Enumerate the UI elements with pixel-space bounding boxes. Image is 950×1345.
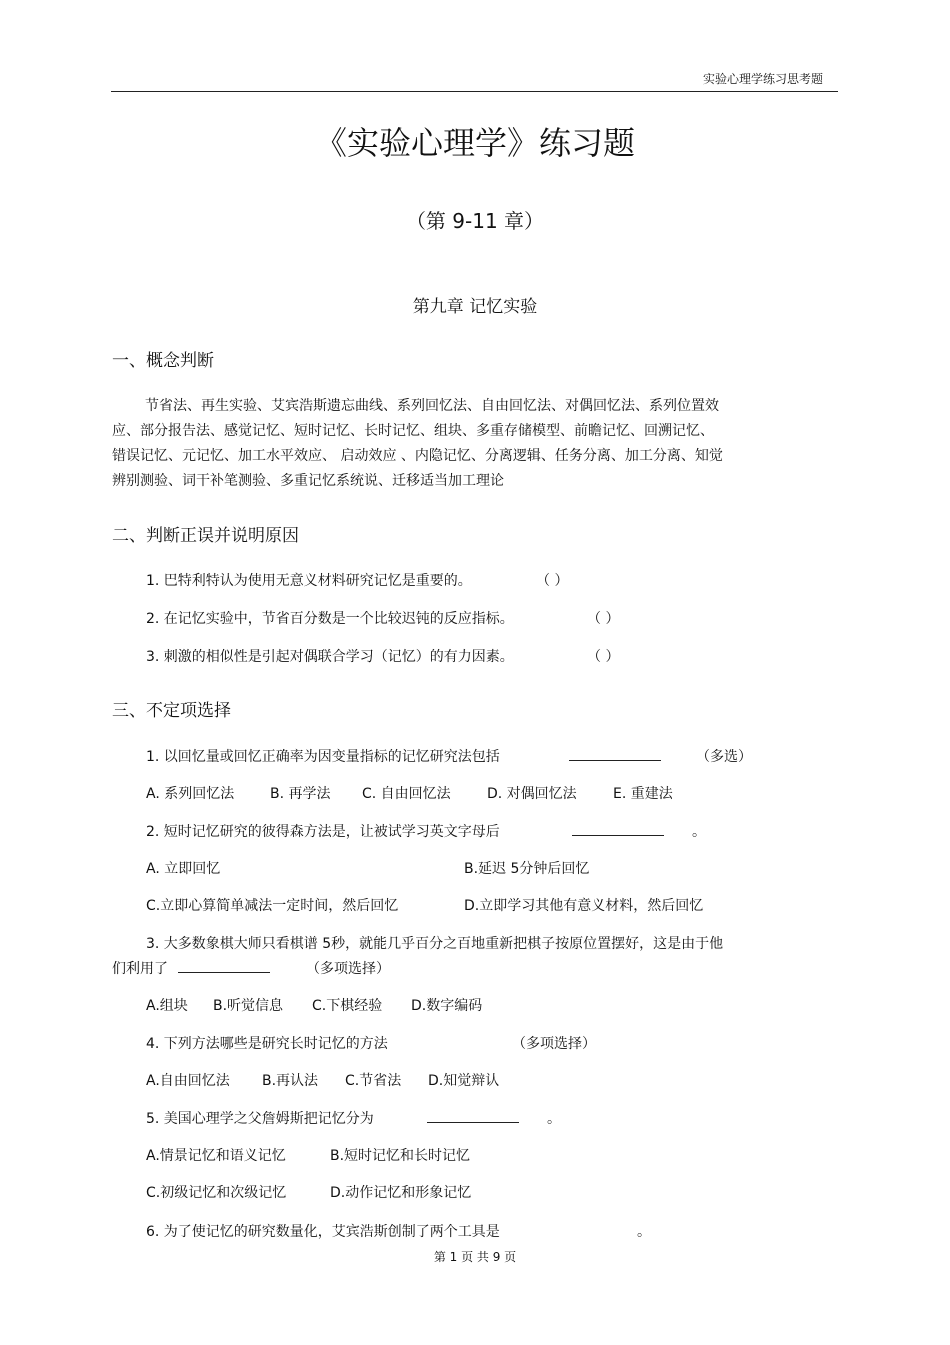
question-text: 3. 大多数象棋大师只看棋谱 5秒，就能几乎百分之百地重新把棋子按原位置摆好，这是由于他 bbox=[146, 936, 724, 952]
question-text: 5. 美国心理学之父詹姆斯把记忆分为 bbox=[146, 1111, 374, 1127]
question-text: 1. 以回忆量或回忆正确率为因变量指标的记忆研究法包括 bbox=[146, 749, 500, 765]
answer-blank bbox=[178, 958, 270, 977]
option: A. 系列回忆法 bbox=[146, 786, 235, 802]
option: A.自由回忆法 bbox=[146, 1073, 230, 1089]
option: D.数字编码 bbox=[411, 998, 483, 1014]
concepts-line: 辨别测验、词干补笔测验、多重记忆系统说、迁移适当加工理论 bbox=[112, 473, 504, 489]
question-note: （多选） bbox=[696, 749, 752, 765]
question-text: 2. 短时记忆研究的彼得森方法是，让被试学习英文字母后 bbox=[146, 824, 500, 840]
section-heading-true-false: 二、判断正误并说明原因 bbox=[112, 526, 299, 546]
option: E. 重建法 bbox=[613, 786, 673, 802]
option: B.延迟 5分钟后回忆 bbox=[464, 861, 590, 877]
option: C.节省法 bbox=[345, 1073, 402, 1089]
tf-item: 3. 刺激的相似性是引起对偶联合学习（记忆）的有力因素。 bbox=[146, 649, 514, 665]
question-tail: 。 bbox=[637, 1224, 651, 1240]
option: D.动作记忆和形象记忆 bbox=[330, 1185, 472, 1201]
header-rule bbox=[111, 91, 838, 92]
answer-blank bbox=[569, 746, 661, 765]
concepts-line: 应、部分报告法、感觉记忆、短时记忆、长时记忆、组块、多重存储模型、前瞻记忆、回溯记忆、 bbox=[112, 423, 714, 439]
option: D.知觉辩认 bbox=[428, 1073, 500, 1089]
tf-paren: （ ） bbox=[587, 649, 620, 665]
tf-item: 2. 在记忆实验中，节省百分数是一个比较迟钝的反应指标。 bbox=[146, 611, 514, 627]
option: C.初级记忆和次级记忆 bbox=[146, 1185, 287, 1201]
question-text: 6. 为了使记忆的研究数量化，艾宾浩斯创制了两个工具是 bbox=[146, 1224, 500, 1240]
tf-item: 1. 巴特利特认为使用无意义材料研究记忆是重要的。 bbox=[146, 573, 472, 589]
question-text: 们利用了 bbox=[112, 961, 168, 977]
running-header: 实验心理学练习思考题 bbox=[702, 72, 823, 86]
tf-paren: （ ） bbox=[536, 573, 569, 589]
option: D.立即学习其他有意义材料，然后回忆 bbox=[464, 898, 704, 914]
page-title: 《实验心理学》练习题 bbox=[314, 124, 635, 162]
page-footer: 第 1 页 共 9 页 bbox=[433, 1250, 517, 1264]
question-note: （多项选择） bbox=[306, 961, 390, 977]
option: B.再认法 bbox=[262, 1073, 319, 1089]
question-tail: 。 bbox=[547, 1111, 561, 1127]
concepts-line: 错误记忆、元记忆、加工水平效应、 启动效应 、内隐记忆、分离逻辑、任务分离、加工分离、知觉 bbox=[112, 448, 723, 464]
option: D. 对偶回忆法 bbox=[487, 786, 577, 802]
option: C.下棋经验 bbox=[312, 998, 383, 1014]
option: A.情景记忆和语义记忆 bbox=[146, 1148, 286, 1164]
answer-blank bbox=[572, 821, 664, 840]
option: C.立即心算简单减法一定时间，然后回忆 bbox=[146, 898, 399, 914]
question-note: （多项选择） bbox=[512, 1036, 596, 1052]
section-heading-multiple-choice: 三、不定项选择 bbox=[112, 701, 231, 721]
option: B.听觉信息 bbox=[213, 998, 284, 1014]
option: B. 再学法 bbox=[270, 786, 331, 802]
option: C. 自由回忆法 bbox=[362, 786, 451, 802]
option: A.组块 bbox=[146, 998, 188, 1014]
page-subtitle: （第 9-11 章） bbox=[405, 209, 545, 233]
option: B.短时记忆和长时记忆 bbox=[330, 1148, 471, 1164]
tf-paren: （ ） bbox=[587, 611, 620, 627]
chapter-heading: 第九章 记忆实验 bbox=[412, 297, 538, 317]
section-heading-concepts: 一、概念判断 bbox=[112, 351, 214, 371]
answer-blank bbox=[427, 1108, 519, 1127]
question-tail: 。 bbox=[692, 824, 706, 840]
option: A. 立即回忆 bbox=[146, 861, 221, 877]
concepts-line: 节省法、再生实验、艾宾浩斯遗忘曲线、系列回忆法、自由回忆法、对偶回忆法、系列位置效 bbox=[145, 398, 719, 414]
question-text: 4. 下列方法哪些是研究长时记忆的方法 bbox=[146, 1036, 388, 1052]
